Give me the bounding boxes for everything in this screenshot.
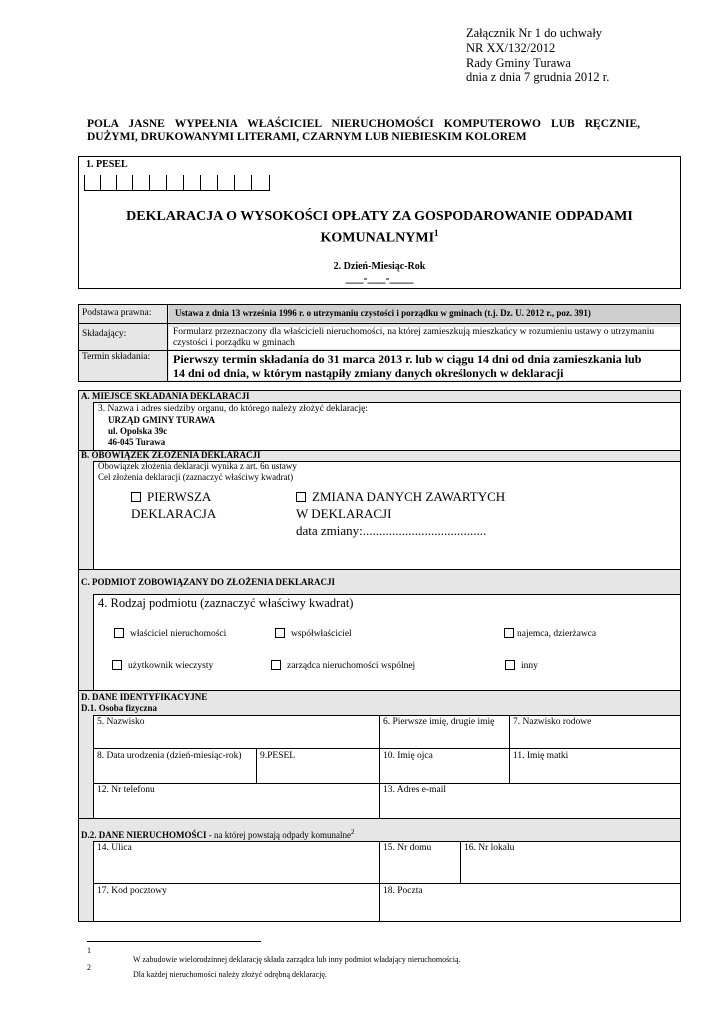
change-date-field[interactable]: data zmiany:...................................... bbox=[296, 523, 487, 538]
pesel-label: 1. PESEL bbox=[86, 159, 128, 170]
annex-line: dnia z dnia 7 grudnia 2012 r. bbox=[466, 70, 610, 85]
section-d2-title: D.2. DANE NIERUCHOMOŚCI - na której powstają odpady komunalne$^2$ bbox=[81, 828, 355, 840]
field-email[interactable]: 13. Adres e-mail bbox=[383, 785, 447, 795]
submitter-value: Formularz przeznaczony dla właścicieli nieruchomości, na której zamieszkują mieszkańcy w rozumieniu ustawy o utrzymaniu czystości i porządku w gminach bbox=[173, 327, 655, 348]
field-father-name[interactable]: 10. Imię ojca bbox=[383, 751, 433, 761]
submitter-label: Składający: bbox=[82, 329, 127, 339]
option-owner[interactable]: właściciel nieruchomości bbox=[114, 629, 226, 639]
legal-basis-label: Podstawa prawna: bbox=[82, 308, 152, 318]
other-checkbox[interactable] bbox=[505, 660, 515, 670]
section-c-field-label: 4. Rodzaj podmiotu (zaznaczyć właściwy kwadrat) bbox=[98, 596, 354, 610]
perpetual-user-checkbox[interactable] bbox=[112, 660, 122, 670]
field-first-names[interactable]: 6. Pierwsze imię, drugie imię bbox=[383, 717, 495, 727]
office-address: URZĄD GMINY TURAWA ul. Opolska 39c 46-045 Turawa bbox=[108, 415, 216, 447]
option-tenant[interactable]: najemca, dzierżawca bbox=[504, 629, 596, 639]
annex-header bbox=[466, 26, 609, 85]
change-data-checkbox[interactable] bbox=[296, 492, 306, 502]
section-d1-title: D.1. Osoba fizyczna bbox=[81, 703, 157, 713]
date-input[interactable]: ___-___-____ bbox=[345, 271, 414, 285]
annex-line: Rady Gminy Turawa bbox=[466, 55, 571, 70]
option-first-declaration[interactable]: PIERWSZA DEKLARACJA bbox=[131, 489, 217, 521]
annex-line: NR XX/132/2012 bbox=[466, 40, 556, 55]
section-c-title: C. PODMIOT ZOBOWIĄZANY DO ZŁOŻENIA DEKLARACJI bbox=[81, 577, 336, 587]
co-owner-checkbox[interactable] bbox=[275, 628, 285, 638]
manager-checkbox[interactable] bbox=[271, 660, 281, 670]
section-b-info: Obowiązek złożenia deklaracji wynika z art. 6n ustawy Cel złożenia deklaracji (zaznaczyć właściwy kwadrat) bbox=[98, 461, 297, 482]
field-mother-name[interactable]: 11. Imię matki bbox=[513, 751, 569, 761]
footnote-2-text: Dla każdej nieruchomości należy złożyć odrębną deklarację. bbox=[133, 970, 327, 979]
field-pesel[interactable]: 9.PESEL bbox=[260, 751, 296, 761]
form-title-line2: KOMUNALNYMI$^1$ bbox=[320, 228, 439, 246]
option-perpetual-user[interactable]: użytkownik wieczysty bbox=[112, 661, 213, 671]
option-other[interactable]: inny bbox=[505, 661, 538, 671]
deadline-label: Termin składania: bbox=[82, 352, 151, 362]
section-b-title: B. OBOWIĄZEK ZŁOŻENIA DEKLARACJI bbox=[81, 450, 261, 460]
section-d-title: D. DANE IDENTYFIKACYJNE bbox=[81, 692, 208, 702]
option-co-owner[interactable]: współwłaściciel bbox=[275, 629, 352, 639]
field-post-office[interactable]: 18. Poczta bbox=[383, 886, 423, 896]
section-a-field-label: 3. Nazwa i adres siedziby organu, do którego należy złożyć deklarację: bbox=[98, 404, 368, 414]
field-street[interactable]: 14. Ulica bbox=[97, 843, 132, 853]
form-title-line1: DEKLARACJA O WYSOKOŚCI OPŁATY ZA GOSPODAROWANIE ODPADAMI bbox=[126, 209, 633, 224]
deadline-value: Pierwszy termin składania do 31 marca 2013 r. lub w ciągu 14 dni od dnia zamieszkania lub 14 dni od dnia, w którym nastąpiły zmiany danych określonych w deklaracji bbox=[173, 352, 642, 380]
legal-basis-value: Ustawa z dnia 13 września 1996 r. o utrzymaniu czystości i porządku w gminach (t.j. Dz. U. 2012 r., poz. 391) bbox=[175, 308, 591, 318]
date-label: 2. Dzień-Miesiąc-Rok bbox=[333, 261, 426, 272]
field-surname[interactable]: 5. Nazwisko bbox=[97, 717, 145, 727]
annex-line: Załącznik Nr 1 do uchwały bbox=[466, 26, 603, 40]
footnote-1-text: W zabudowie wielorodzinnej deklarację składa zarządca lub inny podmiot władający nieruchomością. bbox=[133, 955, 461, 964]
tenant-checkbox[interactable] bbox=[504, 628, 514, 638]
form-title bbox=[78, 209, 681, 247]
field-postal-code[interactable]: 17. Kod pocztowy bbox=[97, 886, 167, 896]
section-a-title: A. MIEJSCE SKŁADANIA DEKLARACJI bbox=[81, 391, 250, 401]
field-family-name[interactable]: 7. Nazwisko rodowe bbox=[513, 717, 592, 727]
field-phone[interactable]: 12. Nr telefonu bbox=[97, 785, 155, 795]
first-declaration-checkbox[interactable] bbox=[131, 492, 141, 502]
fill-instruction-line2: DUŻYMI, DRUKOWANYMI LITERAMI, CZARNYM LUB NIEBIESKIM KOLOREM bbox=[87, 131, 527, 143]
fill-instruction-line1: POLA JASNE WYPEŁNIA WŁAŚCICIEL NIERUCHOMOŚCI KOMPUTEROWO LUB RĘCZNIE, bbox=[87, 118, 640, 130]
field-house-number[interactable]: 15. Nr domu bbox=[383, 843, 432, 853]
footnote-2-number: 2 bbox=[87, 963, 91, 972]
pesel-input[interactable] bbox=[84, 175, 270, 191]
footnote-1-number: 1 bbox=[87, 946, 91, 955]
owner-checkbox[interactable] bbox=[114, 628, 124, 638]
field-birth-date[interactable]: 8. Data urodzenia (dzień-miesiąc-rok) bbox=[97, 751, 242, 761]
option-manager[interactable]: zarządca nieruchomości wspólnej bbox=[271, 661, 415, 671]
option-change-data[interactable]: ZMIANA DANYCH ZAWARTYCH W DEKLARACJI data zmiany:...................................... bbox=[296, 489, 506, 538]
field-apartment-number[interactable]: 16. Nr lokalu bbox=[464, 843, 515, 853]
